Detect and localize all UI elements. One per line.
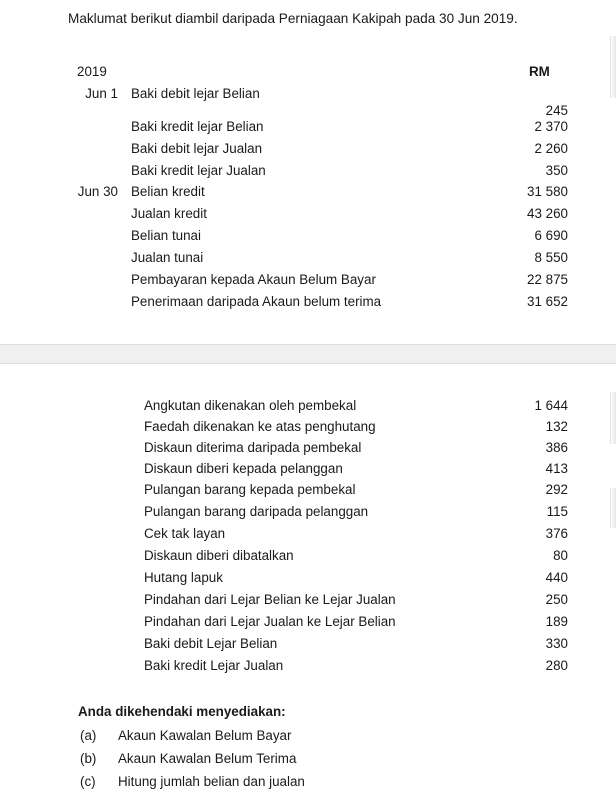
row-label: Diskaun diterima daripada pembekal xyxy=(144,440,362,455)
task-heading: Anda dikehendaki menyediakan: xyxy=(78,704,286,719)
row-label: Baki debit lejar Belian xyxy=(131,86,260,101)
page-separator xyxy=(0,344,616,364)
currency-header: RM xyxy=(529,64,550,79)
row-amount: 376 xyxy=(545,526,568,541)
task-text: Akaun Kawalan Belum Terima xyxy=(118,751,297,766)
row-label: Diskaun diberi dibatalkan xyxy=(144,548,294,563)
row-amount: 440 xyxy=(545,570,568,585)
row-label: Baki kredit Lejar Jualan xyxy=(144,658,284,673)
row-label: Angkutan dikenakan oleh pembekal xyxy=(144,398,357,413)
row-amount: 132 xyxy=(545,419,568,434)
page-edge-shadow xyxy=(610,392,616,444)
row-label: Belian kredit xyxy=(131,184,205,199)
row-label: Pulangan barang kepada pembekal xyxy=(144,482,356,497)
task-text: Akaun Kawalan Belum Bayar xyxy=(118,728,292,743)
task-marker: (b) xyxy=(80,751,97,766)
row-date: Jun 30 xyxy=(77,184,118,199)
row-amount: 31 652 xyxy=(527,294,568,309)
row-amount: 2 370 xyxy=(534,119,568,134)
row-amount: 280 xyxy=(545,658,568,673)
row-amount: 6 690 xyxy=(534,228,568,243)
row-label: Cek tak layan xyxy=(144,526,226,541)
row-amount: 43 260 xyxy=(527,206,568,221)
row-label: Hutang lapuk xyxy=(144,570,223,585)
task-text: Hitung jumlah belian dan jualan xyxy=(118,774,305,789)
row-amount: 330 xyxy=(545,636,568,651)
row-label: Diskaun diberi kepada pelanggan xyxy=(144,461,343,476)
row-label: Baki debit Lejar Belian xyxy=(144,636,278,651)
row-label: Faedah dikenakan ke atas penghutang xyxy=(144,419,376,434)
task-marker: (a) xyxy=(80,728,97,743)
row-amount: 22 875 xyxy=(527,272,568,287)
row-label: Baki debit lejar Jualan xyxy=(131,141,263,156)
row-amount: 250 xyxy=(545,592,568,607)
row-amount: 413 xyxy=(545,461,568,476)
page-edge-shadow xyxy=(610,36,616,98)
row-amount: 386 xyxy=(545,440,568,455)
row-amount: 1 644 xyxy=(534,398,568,413)
row-amount: 80 xyxy=(553,548,568,563)
row-amount: 31 580 xyxy=(527,184,568,199)
row-amount: 2 260 xyxy=(534,141,568,156)
row-amount: 245 xyxy=(545,103,568,118)
row-date: Jun 1 xyxy=(85,86,118,101)
row-label: Belian tunai xyxy=(131,228,201,243)
row-label: Jualan kredit xyxy=(131,206,207,221)
row-label: Baki kredit lejar Jualan xyxy=(131,163,266,178)
row-amount: 350 xyxy=(545,163,568,178)
row-amount: 189 xyxy=(545,614,568,629)
intro-text: Maklumat berikut diambil daripada Perniagaan Kakipah pada 30 Jun 2019. xyxy=(68,11,518,26)
row-label: Pindahan dari Lejar Belian ke Lejar Jualan xyxy=(144,592,396,607)
row-label: Baki kredit lejar Belian xyxy=(131,119,264,134)
document-page-2 xyxy=(0,364,616,800)
row-label: Jualan tunai xyxy=(131,250,204,265)
row-label: Pindahan dari Lejar Jualan ke Lejar Belian xyxy=(144,614,396,629)
document-page-1 xyxy=(0,0,616,344)
row-amount: 292 xyxy=(545,482,568,497)
row-amount: 8 550 xyxy=(534,250,568,265)
page-edge-shadow xyxy=(610,488,616,528)
row-label: Pulangan barang daripada pelanggan xyxy=(144,504,369,519)
year-header: 2019 xyxy=(77,64,107,79)
row-label: Penerimaan daripada Akaun belum terima xyxy=(131,294,382,309)
row-label: Pembayaran kepada Akaun Belum Bayar xyxy=(131,272,376,287)
task-marker: (c) xyxy=(80,774,96,789)
row-amount: 115 xyxy=(546,504,568,519)
